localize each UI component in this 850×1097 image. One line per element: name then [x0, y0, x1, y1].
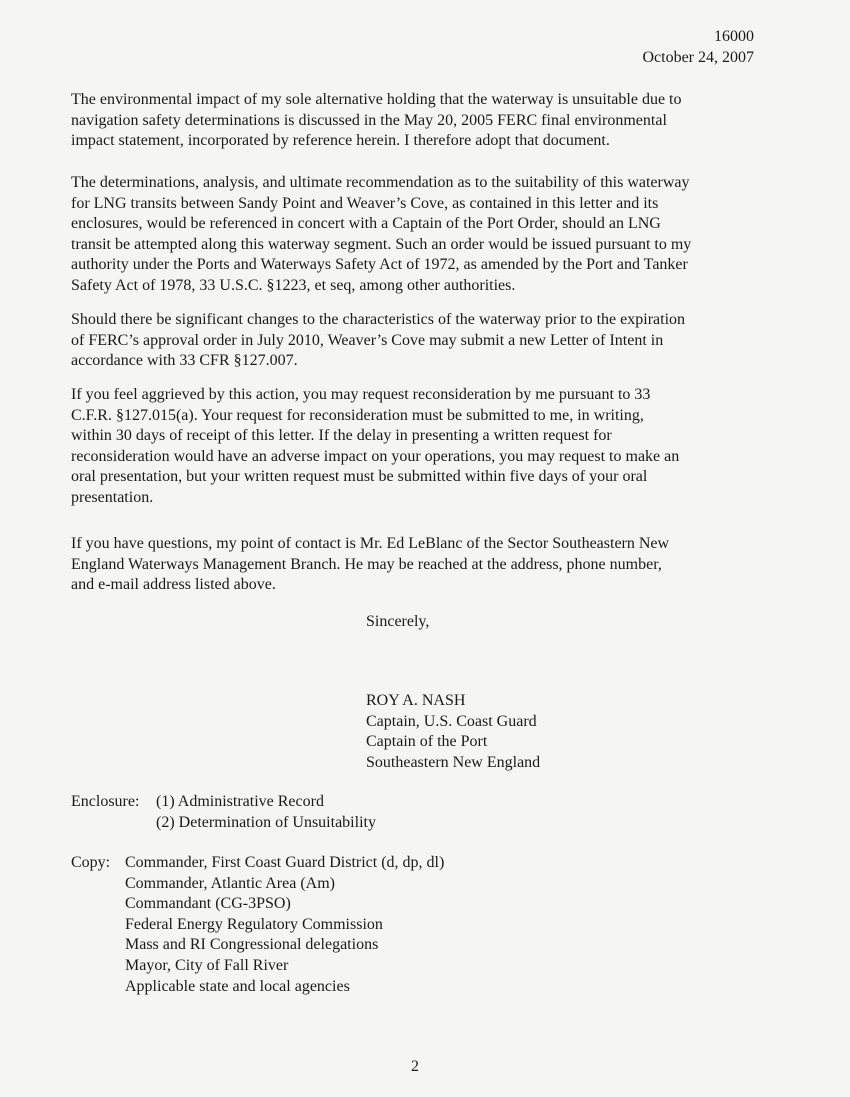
paragraph-text: The environmental impact of my sole alternative holding that the waterway is unsuitable due to navigation safety determinations is discussed in the May 20, 2005 FERC final environmental impact statement, incorporated by reference herein. I therefore adopt that document.	[71, 91, 682, 150]
paragraph-determinations	[71, 173, 761, 297]
enclosure-label: Enclosure:	[71, 793, 140, 810]
copy-item: Federal Energy Regulatory Commission	[125, 915, 383, 933]
copy-item: Mass and RI Congressional delegations	[125, 936, 379, 954]
paragraph-text: If you have questions, my point of contact is Mr. Ed LeBlanc of the Sector Southeastern New England Waterways Management Branch. He may be reached at the address, phone number, and e-mail address listed above.	[71, 535, 670, 594]
reference-number: 16000	[714, 28, 754, 45]
paragraph-environmental-impact	[71, 90, 761, 152]
signer-title: Captain of the Port	[366, 733, 488, 751]
copy-item: Applicable state and local agencies	[125, 977, 350, 995]
enclosure-list	[71, 792, 376, 833]
signer-title: Captain, U.S. Coast Guard	[366, 712, 537, 730]
paragraph-text: Should there be significant changes to the characteristics of the waterway prior to the expiration of FERC’s approval order in July 2010, Weaver’s Cove may submit a new Letter of Intent in accordance with 33 CFR §127.007.	[71, 311, 686, 370]
copy-list	[71, 853, 444, 997]
paragraph-significant-changes	[71, 310, 761, 372]
signer-name: ROY A. NASH	[366, 692, 466, 709]
copy-label: Copy:	[71, 854, 111, 871]
paragraph-point-of-contact	[71, 534, 761, 596]
letter-header	[642, 26, 754, 68]
copy-item: Mayor, City of Fall River	[125, 956, 289, 974]
enclosure-item: (2) Determination of Unsuitability	[156, 813, 376, 831]
letter-date: October 24, 2007	[642, 49, 754, 66]
signature-block	[366, 691, 540, 773]
signer-title: Southeastern New England	[366, 753, 541, 771]
copy-item: Commandant (CG-3PSO)	[125, 895, 291, 913]
paragraph-text: The determinations, analysis, and ultimate recommendation as to the suitability of this waterway for LNG transits between Sandy Point and Weaver’s Cove, as contained in this letter and its enclosures, would be referenced in concert with a Captain of the Port Order, should an LNG transit be attempted along this waterway segment. Such an order would be issued pursuant to my authority under the Ports and Waterways Safety Act of 1972, as amended by the Port and Tanker Safety Act of 1978, 33 U.S.C. §1223, et seq, among other authorities.	[71, 174, 692, 294]
copy-item: Commander, Atlantic Area (Am)	[125, 874, 335, 892]
copy-item: Commander, First Coast Guard District (d, dp, dl)	[125, 854, 445, 871]
paragraph-text: If you feel aggrieved by this action, you may request reconsideration by me pursuant to 33 C.F.R. §127.015(a). Your request for reconsideration must be submitted to me, in writing, within 30 days of receipt of this letter. If the delay in presenting a written request for reconsideration would have an adverse impact on your operations, you may request to make an oral presentation, but your written request must be submitted within five days of your oral presentation.	[71, 386, 680, 506]
closing-salutation: Sincerely,	[366, 613, 430, 630]
paragraph-reconsideration	[71, 385, 761, 509]
page-number: 2	[411, 1058, 419, 1075]
enclosure-item: (1) Administrative Record	[156, 793, 324, 810]
